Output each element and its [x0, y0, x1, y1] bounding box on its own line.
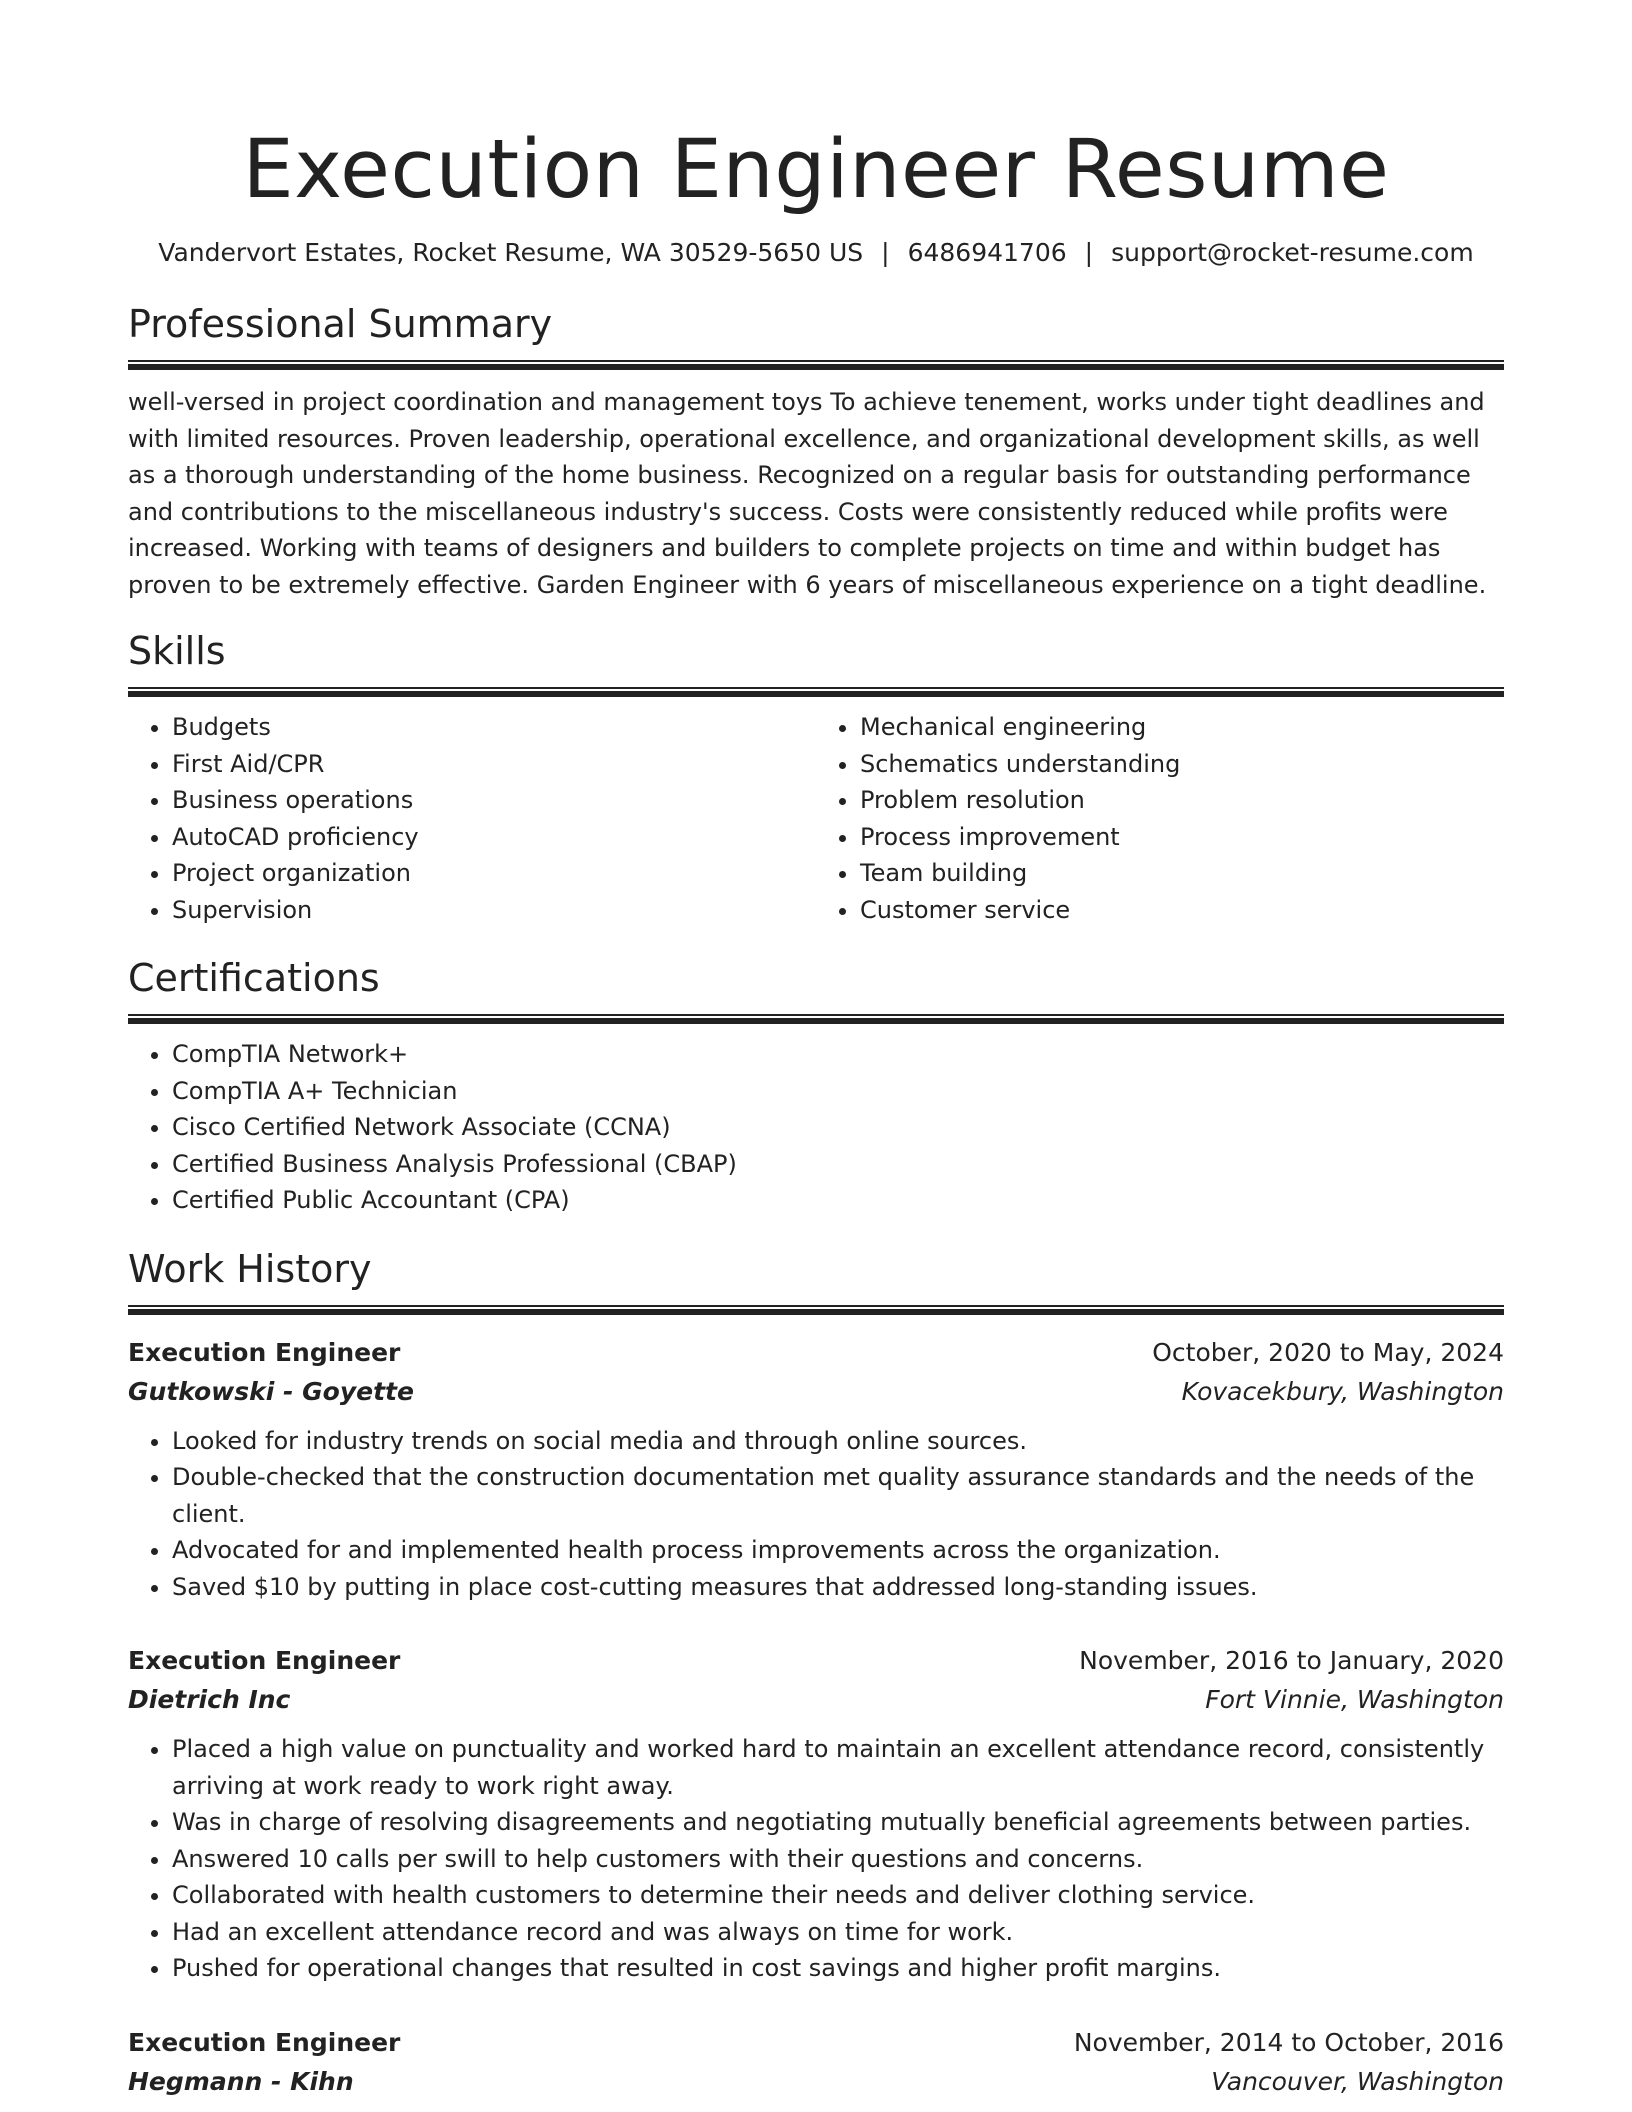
skills-heading: Skills [128, 629, 226, 673]
job-entry [128, 1333, 1504, 1606]
skill-item: • Project organization [172, 855, 816, 892]
contact-separator: | [881, 238, 890, 267]
skill-item: • Business operations [172, 782, 816, 819]
job-bullets [128, 1423, 1504, 1606]
job-title: Execution Engineer [128, 2027, 401, 2057]
certification-item: • Certified Business Analysis Professional (CBAP) [172, 1146, 1504, 1183]
skill-item: • Mechanical engineering [860, 709, 1504, 746]
skill-item: • Schematics understanding [860, 746, 1504, 783]
contact-email: support@rocket-resume.com [1111, 238, 1474, 267]
section-divider [128, 1305, 1504, 1315]
skills-section [128, 627, 1504, 928]
certifications-heading: Certifications [128, 956, 380, 1000]
certification-item: • Certified Public Accountant (CPA) [172, 1182, 1504, 1219]
job-dates: November, 2014 to October, 2016 [1073, 2027, 1504, 2057]
certifications-section [128, 954, 1504, 1219]
job-bullet: • Double-checked that the construction documentation met quality assurance standards and the needs of the client. [172, 1459, 1504, 1532]
work-history-section [128, 1245, 1504, 2101]
contact-line [128, 236, 1504, 270]
contact-phone: 6486941706 [907, 238, 1067, 267]
job-company: Dietrich Inc [128, 1685, 291, 1714]
job-dates: October, 2020 to May, 2024 [1152, 1337, 1504, 1367]
job-title: Execution Engineer [128, 1646, 401, 1675]
job-entry [128, 2023, 1504, 2101]
certification-item: • CompTIA A+ Technician [172, 1073, 1504, 1110]
job-bullets [128, 1731, 1504, 1987]
skills-columns [128, 709, 1504, 928]
summary-text: well-versed in project coordination and management toys To achieve tenement, works under tight deadlines and with limited resources. Proven leadership, operational excellence, and organizational development skills, as well as a thorough understanding of the home business. Recognized on a regular basis for outstanding performance and contributions to the miscellaneous industry's success. Costs were consistently reduced while profits were increased. Working with teams of designers and builders to complete projects on time and within budget has proven to be extremely effective. Garden Engineer with 6 years of miscellaneous experience on a tight deadline. [128, 388, 1487, 599]
job-entry [128, 1641, 1504, 1987]
job-bullet: • Was in charge of resolving disagreements and negotiating mutually beneficial agreements between parties. [172, 1804, 1504, 1841]
skill-item: • First Aid/CPR [172, 746, 816, 783]
certifications-list [128, 1036, 1504, 1219]
skill-item: • Problem resolution [860, 782, 1504, 819]
job-bullet: • Advocated for and implemented health process improvements across the organization. [172, 1532, 1504, 1569]
contact-address: Vandervort Estates, Rocket Resume, WA 30529-5650 US [158, 238, 864, 267]
job-location: Vancouver, Washington [1211, 2066, 1504, 2096]
skills-list-left [128, 709, 816, 928]
job-dates: November, 2016 to January, 2020 [1079, 1646, 1504, 1675]
section-divider [128, 687, 1504, 697]
skill-item: • Budgets [172, 709, 816, 746]
section-divider [128, 1014, 1504, 1024]
job-bullet: • Placed a high value on punctuality and worked hard to maintain an excellent attendance record, consistently arriving at work ready to work right away. [172, 1731, 1504, 1804]
certification-item: • CompTIA Network+ [172, 1036, 1504, 1073]
skills-list-right [816, 709, 1504, 928]
job-bullet: • Saved $10 by putting in place cost-cutting measures that addressed long-standing issues. [172, 1569, 1504, 1606]
job-bullet: • Looked for industry trends on social media and through online sources. [172, 1423, 1504, 1460]
job-location: Fort Vinnie, Washington [1205, 1685, 1504, 1714]
job-bullet: • Answered 10 calls per swill to help customers with their questions and concerns. [172, 1841, 1504, 1878]
work-history-heading: Work History [128, 1246, 372, 1291]
job-company: Hegmann - Kihn [128, 2066, 354, 2096]
skill-item: • Supervision [172, 892, 816, 929]
section-divider [128, 360, 1504, 370]
skill-item: • Team building [860, 855, 1504, 892]
job-title: Execution Engineer [128, 1337, 401, 1367]
job-bullet: • Collaborated with health customers to determine their needs and deliver clothing service. [172, 1877, 1504, 1914]
certification-item: • Cisco Certified Network Associate (CCNA) [172, 1109, 1504, 1146]
resume-title: Execution Engineer Resume [242, 123, 1390, 217]
skill-item: • AutoCAD proficiency [172, 819, 816, 856]
job-bullet: • Pushed for operational changes that resulted in cost savings and higher profit margins. [172, 1950, 1504, 1987]
job-bullet: • Had an excellent attendance record and was always on time for work. [172, 1914, 1504, 1951]
contact-separator: | [1084, 238, 1094, 267]
summary-section [128, 300, 1504, 603]
job-location: Kovacekbury, Washington [1181, 1376, 1504, 1406]
summary-heading: Professional Summary [128, 302, 553, 346]
skill-item: • Customer service [860, 892, 1504, 929]
job-company: Gutkowski - Goyette [128, 1376, 414, 1406]
skill-item: • Process improvement [860, 819, 1504, 856]
